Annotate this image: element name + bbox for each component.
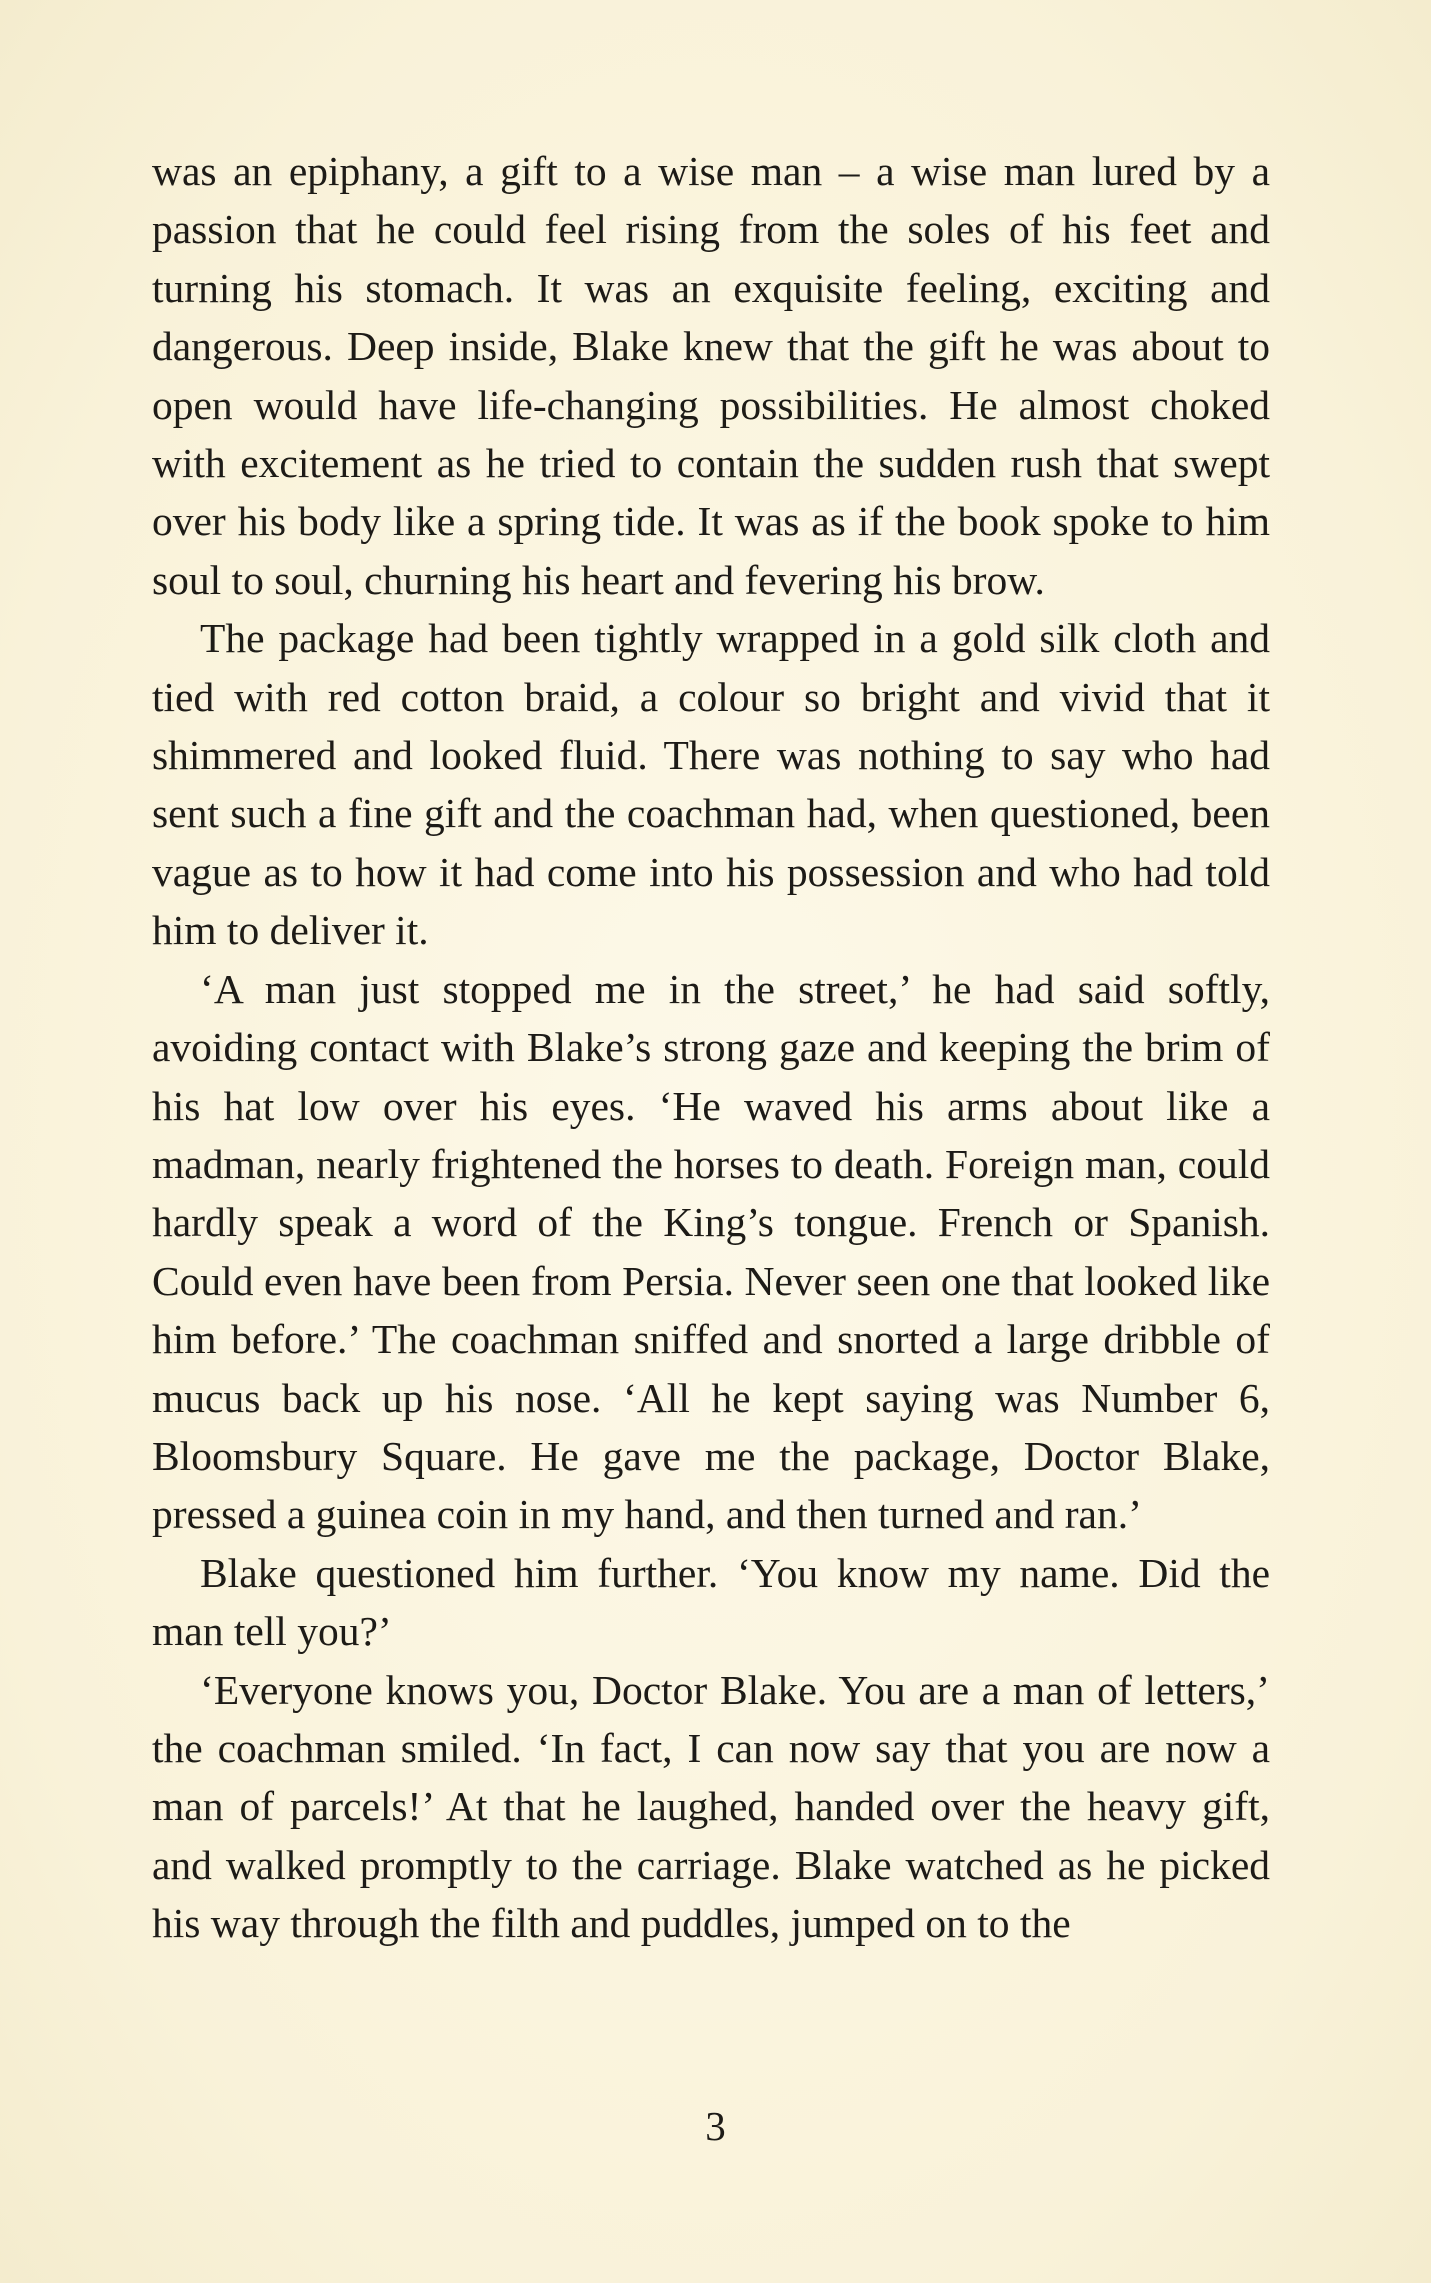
page-number: 3 <box>705 2103 726 2149</box>
paragraph-3: ‘A man just stopped me in the street,’ he had said softly, avoiding contact with Blake’s strong gaze and keeping the brim of his hat low over his eyes. ‘He waved his arms about like a madman, nearly frightened the horses to death. Foreign man, could hardly speak a word of the King’s tongue. French or Spanish. Could even have been from Persia. Never seen one that looked like him before.’ The coachman sniffed and snorted a large dribble of mucus back up his nose. ‘All he kept saying was Number 6, Bloomsbury Square. He gave me the package, Doctor Blake, pressed a guinea coin in my hand, and then turned and ran.’ <box>152 965 1270 1538</box>
paragraph-1: was an epiphany, a gift to a wise man – a wise man lured by a passion that he could feel rising from the soles of his feet and turning his stomach. It was an exquisite feeling, exciting and dangerous. Deep inside, Blake knew that the gift he was about to open would have life-changing possibilities. He almost choked with excitement as he tried to contain the sudden rush that swept over his body like a spring tide. It was as if the book spoke to him soul to soul, churning his heart and fevering his brow. <box>152 148 1270 603</box>
paragraph-4: Blake questioned him further. ‘You know my name. Did the man tell you?’ <box>152 1549 1270 1655</box>
paragraph-2: The package had been tightly wrapped in a gold silk cloth and tied with red cotton braid, a colour so bright and vivid that it shimmered and looked fluid. There was nothing to say who had sent such a fine gift and the coachman had, when questioned, been vague as to how it had come into his possession and who had told him to deliver it. <box>152 615 1270 954</box>
paragraph-5: ‘Everyone knows you, Doctor Blake. You are a man of letters,’ the coachman smiled. ‘In fact, I can now say that you are now a man of parcels!’ At that he laughed, handed over the heavy gift, and walked promptly to the carriage. Blake watched as he picked his way through the filth and puddles, jumped on to the <box>152 1666 1270 1947</box>
body-text <box>152 142 1270 1953</box>
